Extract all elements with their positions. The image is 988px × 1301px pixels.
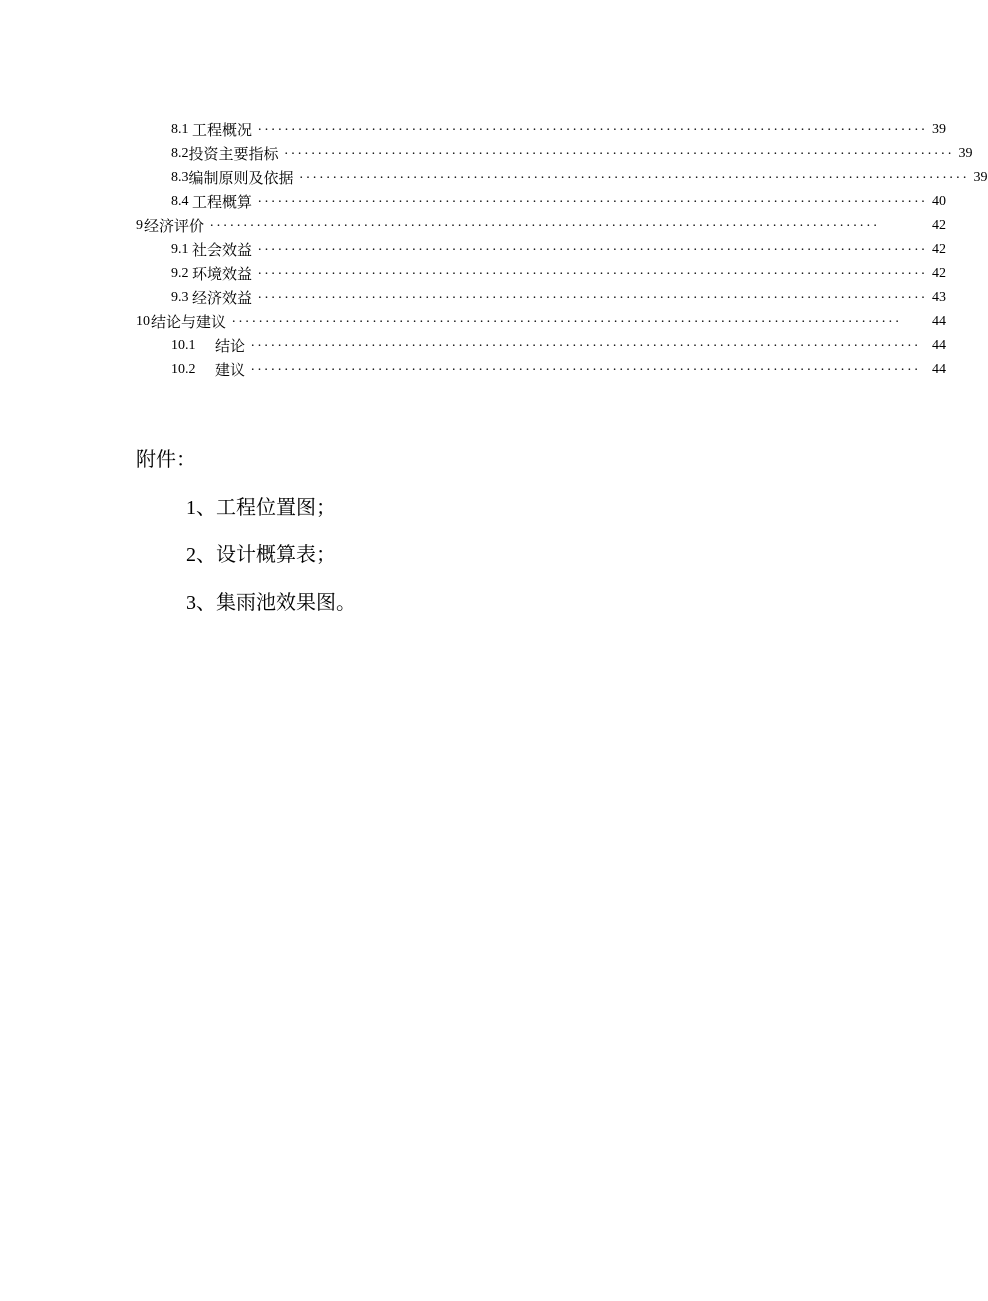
toc-title: 建议 (215, 361, 246, 379)
attachment-item (186, 541, 336, 568)
toc-number: 9.3 (171, 290, 189, 305)
toc-title: 社会效益 (191, 241, 252, 259)
toc-number: 8.3 (171, 170, 189, 185)
toc-title: 编制原则及依据 (188, 169, 294, 187)
toc-leader: .................................................................................................... (258, 287, 928, 302)
toc-leader: .................................................................................................... (258, 239, 928, 254)
toc-title: 经济评价 (144, 217, 205, 235)
toc-title: 工程概算 (191, 193, 252, 211)
toc-number: 9.1 (171, 242, 189, 257)
toc-page: 39 (932, 122, 946, 137)
toc-number: 8.1 (171, 122, 189, 137)
attachment-item (186, 589, 356, 616)
toc-page: 40 (932, 194, 946, 209)
toc-entry-10-2[interactable] (0, 358, 946, 382)
attachment-text: 、工程位置图； (196, 495, 336, 519)
toc-title: 结论与建议 (151, 313, 227, 331)
toc-leader: .................................................................................................... (251, 335, 922, 350)
toc-number: 10 (136, 314, 150, 329)
toc-title: 投资主要指标 (188, 145, 279, 163)
toc-page: 43 (932, 290, 946, 305)
toc-title: 经济效益 (191, 289, 252, 307)
toc-leader: .................................................................................................... (251, 359, 922, 374)
table-of-contents (0, 118, 988, 382)
toc-page: 44 (932, 362, 946, 377)
toc-number: 8.4 (171, 194, 189, 209)
toc-number: 9.2 (171, 266, 189, 281)
attachment-index: 1 (186, 497, 196, 519)
attachment-text: 、集雨池效果图。 (196, 590, 356, 614)
toc-leader: .................................................................................................... (258, 191, 928, 206)
toc-leader: .................................................................................................... (258, 263, 928, 278)
toc-page: 39 (973, 170, 988, 185)
toc-number: 10.2 (171, 362, 196, 377)
toc-page: 44 (932, 314, 946, 329)
toc-page: 42 (932, 218, 946, 233)
toc-title: 工程概况 (191, 121, 252, 139)
toc-page: 44 (932, 338, 946, 353)
toc-leader: .................................................................................................... (284, 143, 955, 158)
toc-leader: .................................................................................................... (232, 311, 903, 326)
toc-title: 结论 (215, 337, 246, 355)
toc-leader: .................................................................................................... (258, 119, 928, 134)
toc-page: 42 (932, 242, 946, 257)
attachment-text: 、设计概算表； (196, 542, 336, 566)
attachment-index: 3 (186, 592, 196, 614)
toc-page: 42 (932, 266, 946, 281)
attachment-item (186, 494, 336, 521)
attachments-heading: 附件： (136, 447, 196, 471)
attachment-index: 2 (186, 544, 196, 566)
toc-leader: .................................................................................................... (210, 215, 881, 230)
toc-page: 39 (958, 146, 973, 161)
toc-number: 8.2 (171, 146, 189, 161)
toc-number: 9 (136, 218, 143, 233)
toc-number: 10.1 (171, 338, 196, 353)
toc-title: 环境效益 (191, 265, 252, 283)
toc-leader: .................................................................................................... (299, 167, 970, 182)
